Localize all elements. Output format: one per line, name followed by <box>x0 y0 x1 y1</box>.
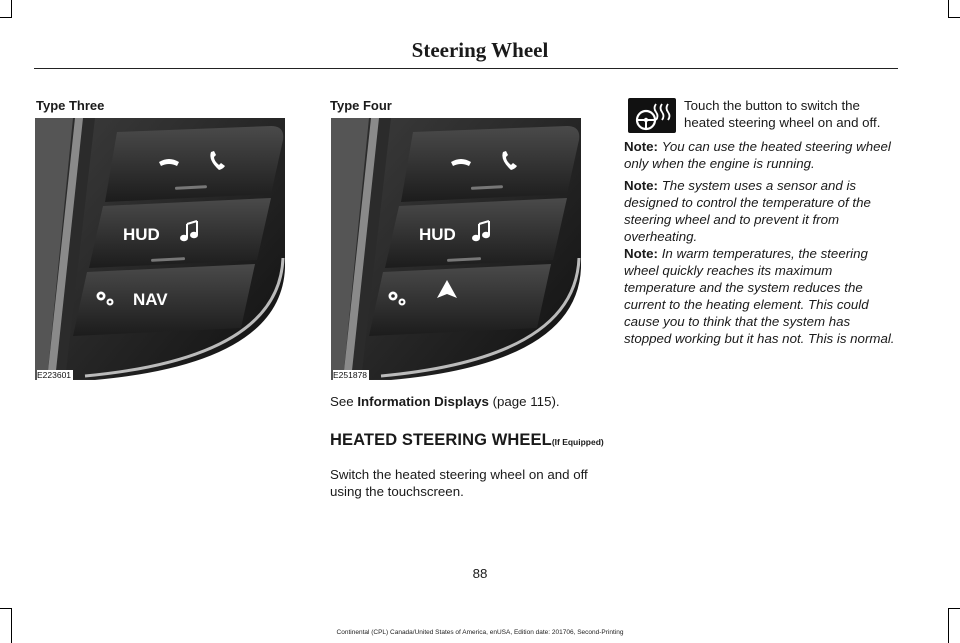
note-text: In warm temperatures, the steering wheel quickly reaches its maximum temperature and the system reduces the current to the heating element. This could cause you to think that the system has stopped working but it has not. This is normal. <box>624 246 895 346</box>
section-heading <box>330 431 620 450</box>
page-title: Steering Wheel <box>411 38 549 62</box>
heading-tag: (If Equipped) <box>551 437 604 447</box>
type-three-figure <box>35 118 285 380</box>
note-label: Note: <box>624 178 658 193</box>
type-four-figure-code: E251878 <box>333 370 368 380</box>
heated-steering-wheel-glyph <box>628 98 676 133</box>
type-four-label: Type Four <box>330 98 392 113</box>
note-text: The system uses a sensor and is designed to control the temperature of the steering wheel and to prevent it from overheating. <box>624 178 871 244</box>
crop-mark-bottom-left-h <box>0 608 12 609</box>
heat-button-description: Touch the button to switch the heated steering wheel on and off. <box>684 98 881 130</box>
type-three-switch-illustration <box>35 118 285 380</box>
note-label: Note: <box>624 139 658 154</box>
note-engine-running <box>624 138 896 172</box>
touchscreen-paragraph: Switch the heated steering wheel on and off using the touchscreen. <box>330 467 588 499</box>
note-sensor <box>624 177 896 245</box>
type-three-hud-label: HUD <box>123 225 160 244</box>
type-four-switch-illustration <box>331 118 581 380</box>
note-label: Note: <box>624 246 658 261</box>
type-three-nav-label: NAV <box>133 290 168 309</box>
see-prefix: See <box>330 394 358 409</box>
type-four-hud-label: HUD <box>419 225 456 244</box>
crop-mark-top-left-v <box>11 0 12 18</box>
heading-text: HEATED STEERING WHEEL <box>330 431 552 449</box>
see-suffix: (page 115). <box>488 394 560 409</box>
note-warm-temperatures <box>624 245 896 347</box>
crop-mark-bottom-left-v <box>11 608 12 643</box>
crop-mark-top-right-v <box>948 0 949 18</box>
page-number: 88 <box>472 566 488 581</box>
crop-mark-top-right-h <box>948 17 960 18</box>
type-four-figure <box>331 118 581 380</box>
heated-steering-wheel-icon <box>628 98 676 133</box>
note-text: You can use the heated steering wheel only when the engine is running. <box>624 139 891 171</box>
type-three-label: Type Three <box>36 98 105 113</box>
crop-mark-bottom-right-h <box>948 608 960 609</box>
header-rule <box>34 68 898 69</box>
see-reference <box>330 394 600 409</box>
crop-mark-top-left-h <box>0 17 12 18</box>
footer-edition: Continental (CPL) Canada/United States of America, enUSA, Edition date: 201706, Second-Printing <box>336 629 624 636</box>
type-three-figure-code: E223601 <box>37 370 72 380</box>
information-displays-link[interactable]: Information Displays <box>357 394 489 409</box>
crop-mark-bottom-right-v <box>948 608 949 643</box>
